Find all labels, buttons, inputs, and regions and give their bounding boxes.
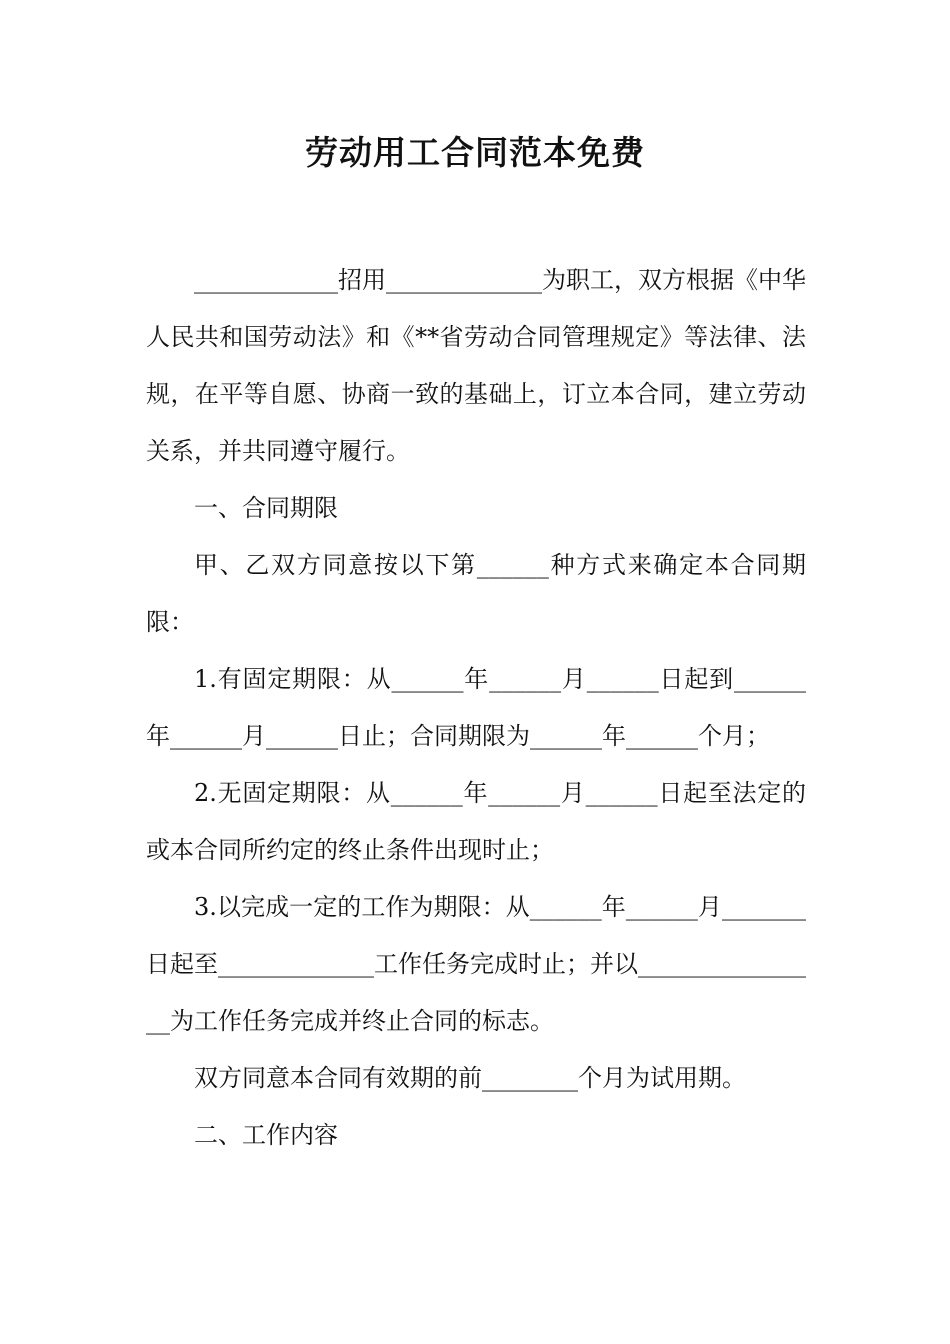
paragraph-preamble: ____________招用_____________为职工，双方根据《中华人民共和国劳动法》和《**省劳动合同管理规定》等法律、法规，在平等自愿、协商一致的基础上，订立本合同，建立劳动关系，并共同遵守履行。: [146, 266, 806, 465]
section-heading-contract-term: 一、合同期限: [194, 494, 338, 522]
document-title: 劳动用工合同范本免费: [305, 133, 645, 172]
paragraph-open-term: 2.无固定期限：从______年______月______日起至法定的或本合同所约定的终止条件出现时止；: [146, 779, 806, 864]
paragraph-term-method: 甲、乙双方同意按以下第______种方式来确定本合同期限：: [146, 551, 806, 636]
paragraph-fixed-term: 1.有固定期限：从______年______月______日起到______年______月______日止；合同期限为______年______个月；: [146, 665, 806, 750]
paragraph-probation: 双方同意本合同有效期的前________个月为试用期。: [194, 1064, 746, 1092]
section-heading-job-content: 二、工作内容: [194, 1121, 338, 1149]
document-body: [146, 252, 806, 1164]
paragraph-task-term: 3.以完成一定的工作为期限：从______年______月_______日起至_____________工作任务完成时止；并以________________为工作任务完成并终止合同的标志。: [146, 893, 806, 1035]
